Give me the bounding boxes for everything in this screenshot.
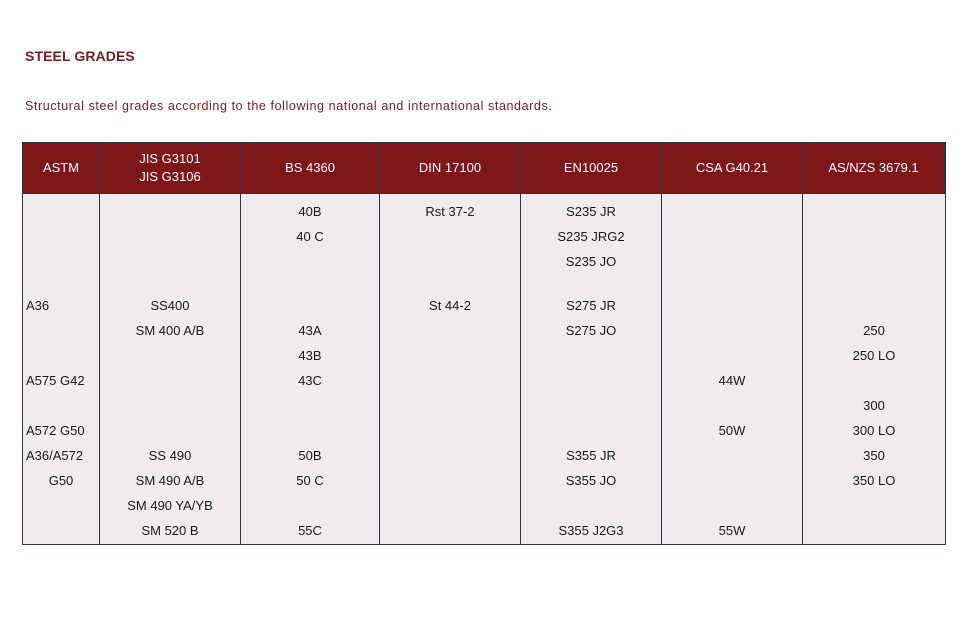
column-jis — [100, 194, 241, 544]
table-cell-en: S275 JO — [565, 323, 617, 338]
table-cell-astm: A575 G42 — [26, 373, 85, 388]
table-cell-en: S235 JR — [566, 204, 616, 219]
table-cell-bs: 55C — [298, 523, 322, 538]
table-cell-en: S355 JO — [565, 473, 617, 488]
table-cell-asnzs: 300 — [863, 398, 885, 413]
table-cell-bs: 43A — [298, 323, 322, 338]
table-cell-astm: G50 — [48, 473, 74, 488]
table-cell-jis: SM 520 B — [141, 523, 199, 538]
table-cell-en: S235 JO — [565, 254, 617, 269]
table-cell-bs: 50 C — [296, 473, 324, 488]
header-astm-label: ASTM — [42, 160, 80, 175]
table-cell-astm: A572 G50 — [26, 423, 85, 438]
table-cell-bs: 50B — [298, 448, 322, 463]
table-cell-asnzs: 350 LO — [852, 473, 896, 488]
table-cell-bs: 43B — [298, 348, 322, 363]
header-astm — [23, 143, 100, 194]
table-cell-jis: SS 490 — [148, 448, 192, 463]
table-cell-din: St 44-2 — [429, 298, 471, 313]
table-cell-astm: A36/A572 — [26, 448, 84, 463]
header-jis — [100, 143, 241, 194]
column-asnzs — [803, 194, 945, 544]
table-cell-en: S355 J2G3 — [558, 523, 624, 538]
table-cell-en: S355 JR — [566, 448, 616, 463]
table-cell-bs: 40B — [298, 204, 322, 219]
table-cell-jis: SM 400 A/B — [135, 323, 205, 338]
table-cell-jis: SM 490 YA/YB — [127, 498, 213, 513]
page-subtitle: Structural steel grades according to the following national and international standards. — [25, 99, 553, 113]
header-en — [521, 143, 662, 194]
column-en — [521, 194, 662, 544]
steel-grades-table — [22, 142, 946, 545]
page-title: STEEL GRADES — [25, 48, 135, 64]
table-cell-asnzs: 250 LO — [852, 348, 896, 363]
header-jis-line1: JIS G3101 — [139, 151, 201, 166]
table-cell-jis: SS400 — [150, 298, 190, 313]
header-jis-line2: JIS G3106 — [139, 169, 201, 184]
table-cell-en: S275 JR — [566, 298, 616, 313]
header-asnzs — [803, 143, 945, 194]
table-cell-csa: 55W — [718, 523, 746, 538]
table-cell-astm: A36 — [26, 298, 50, 313]
header-din — [380, 143, 521, 194]
column-bs — [241, 194, 380, 544]
table-cell-csa: 44W — [718, 373, 746, 388]
table-cell-jis: SM 490 A/B — [135, 473, 205, 488]
table-cell-asnzs: 300 LO — [852, 423, 896, 438]
header-bs — [241, 143, 380, 194]
table-cell-bs: 40 C — [296, 229, 324, 244]
column-din — [380, 194, 521, 544]
header-asnzs-label: AS/NZS 3679.1 — [828, 160, 919, 175]
header-en-label: EN10025 — [563, 160, 619, 175]
table-cell-din: Rst 37-2 — [425, 204, 475, 219]
table-cell-asnzs: 350 — [863, 448, 885, 463]
header-bs-label: BS 4360 — [285, 160, 335, 175]
header-din-label: DIN 17100 — [418, 160, 482, 175]
table-cell-csa: 50W — [718, 423, 746, 438]
column-astm — [23, 194, 100, 544]
header-csa-label: CSA G40.21 — [695, 160, 769, 175]
column-csa — [662, 194, 803, 544]
table-cell-bs: 43C — [298, 373, 322, 388]
table-cell-en: S235 JRG2 — [557, 229, 625, 244]
header-csa — [662, 143, 803, 194]
table-cell-asnzs: 250 — [863, 323, 885, 338]
